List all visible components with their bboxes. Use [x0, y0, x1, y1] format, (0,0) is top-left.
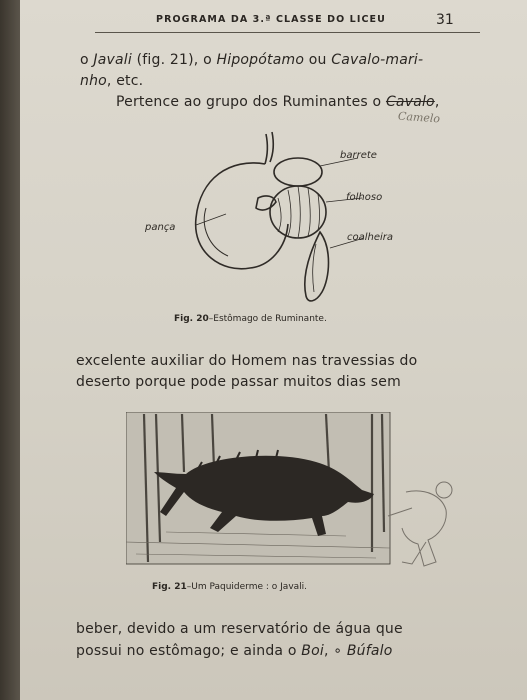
text-line: deserto porque pode passar muitos dias sem — [76, 374, 401, 390]
label-coalheira: coalheira — [347, 232, 394, 243]
text-line: Pertence ao grupo dos Ruminantes o Cavalo, — [116, 94, 440, 110]
page-number: 31 — [436, 12, 454, 28]
running-title: PROGRAMA DA 3.ª CLASSE DO LICEU — [156, 14, 386, 25]
label-panca: pança — [145, 222, 176, 233]
figure-21-caption: Fig. 21–Um Paquiderme : o Javali. — [152, 582, 308, 592]
header-rule — [95, 32, 480, 33]
text-line: excelente auxiliar do Homem nas travessias do — [76, 353, 418, 369]
text-line: o Javali (fig. 21), o Hipopótamo ou Cavalo-mari- — [80, 52, 424, 68]
text-line: beber, devido a um reservatório de água que — [76, 621, 403, 637]
handwritten-annotation: Camelo — [397, 109, 441, 126]
book-page — [20, 0, 527, 700]
text-line: possui no estômago; e ainda o Boi, ∘ Búfalo — [76, 643, 393, 659]
figure-20-caption: Fig. 20–Estômago de Ruminante. — [174, 314, 327, 324]
text-line: nho, etc. — [80, 73, 144, 89]
label-barrete: barrete — [340, 150, 377, 161]
label-folhoso: folhoso — [346, 192, 383, 203]
book-binding — [0, 0, 20, 700]
wild-boar-illustration — [126, 412, 476, 580]
